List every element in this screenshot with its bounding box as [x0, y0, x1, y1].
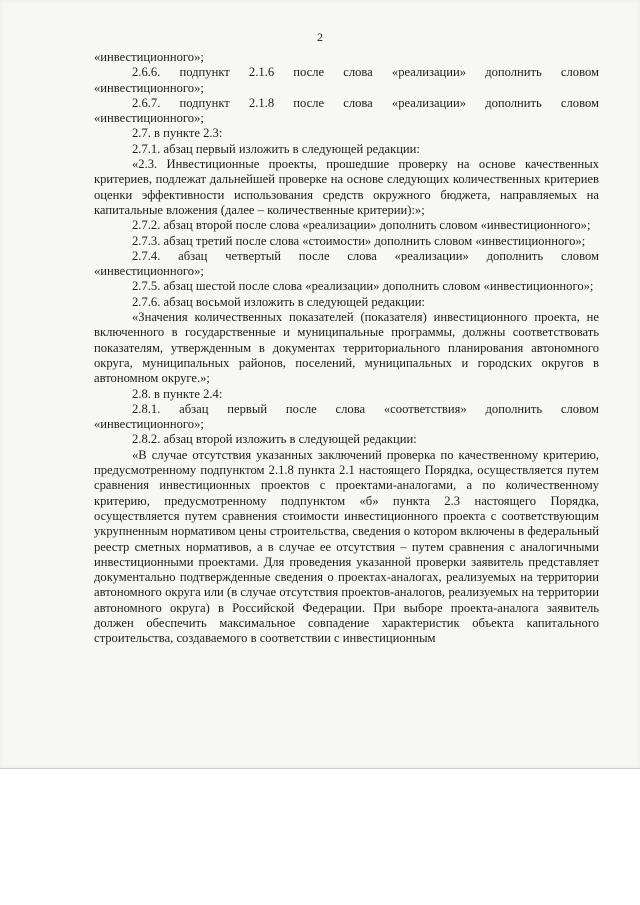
- paragraph: 2.7.2. абзац второй после слова «реализации» дополнить словом «инвестиционного»;: [132, 218, 591, 233]
- paragraph: 2.7.5. абзац шестой после слова «реализации» дополнить словом «инвестиционного»;: [132, 279, 594, 294]
- paragraph: «В случае отсутствия указанных заключений проверка по качественному критерию, предусмотренному подпунктом 2.1.8 пункта 2.1 настоящего Порядка, осуществляется путем сравнения инвестиционных проектов с проектами-аналогами, а по количественному критерию, предусмотренному подпунктом «б» пункта 2.3 настоящего Порядка, осуществляется путем сравнения стоимости инвестиционного проекта с соответствующим укрупненным нормативом цены строительства, сведения о котором включены в федеральный реестр сметных нормативов, а в случае ее отсутствия – путем сравнения с аналогичными инвестиционными проектами. Для проведения указанной проверки заявитель представляет документально подтвержденные сведения о проектах-аналогах, реализуемых на территории автономного округа или (в случае отсутствия проектов-аналогов, реализуемых на территории автономного округа) в Российской Федерации. При выборе проекта-аналога заявитель должен обеспечить максимальное совпадение характеристик объекта капитального строительства, создаваемого в соответствии с инвестиционным: [94, 447, 599, 646]
- paragraph: 2.7.4. абзац четвертый после слова «реализации» дополнить словом «инвестиционного»;: [94, 248, 599, 279]
- paragraph: 2.7.6. абзац восьмой изложить в следующей редакции:: [132, 294, 425, 309]
- paragraph: «Значения количественных показателей (показателя) инвестиционного проекта, не включенного в государственные и муниципальные программы, должны соответствовать показателям, утвержденным в документах территориального планирования автономного округа, муниципальных районов, поселений, муниципальных и городских округов в автономном округе.»;: [94, 310, 599, 386]
- paragraph: «2.3. Инвестиционные проекты, прошедшие проверку на основе качественных критериев, подлежат дальнейшей проверке на основе следующих количественных критериев оценки эффективности использования средств окружного бюджета, направляемых на капитальные вложения (далее – количественные критерии):»;: [94, 157, 599, 217]
- paragraph: 2.7. в пункте 2.3:: [132, 126, 223, 141]
- paragraph: 2.6.7. подпункт 2.1.8 после слова «реализации» дополнить словом «инвестиционного»;: [94, 95, 599, 126]
- page-number: 2: [317, 30, 323, 44]
- paragraph: 2.8.2. абзац второй изложить в следующей редакции:: [132, 432, 417, 447]
- paragraph: «инвестиционного»;: [94, 50, 204, 64]
- paragraph: 2.7.3. абзац третий после слова «стоимости» дополнить словом «инвестиционного»;: [132, 233, 586, 248]
- paragraph: 2.8. в пункте 2.4:: [132, 386, 223, 401]
- document-body: [94, 50, 599, 647]
- paragraph: 2.8.1. абзац первый после слова «соответствия» дополнить словом «инвестиционного»;: [94, 401, 599, 432]
- paragraph: 2.6.6. подпункт 2.1.6 после слова «реализации» дополнить словом «инвестиционного»;: [94, 65, 599, 95]
- paragraph: 2.7.1. абзац первый изложить в следующей редакции:: [132, 141, 420, 156]
